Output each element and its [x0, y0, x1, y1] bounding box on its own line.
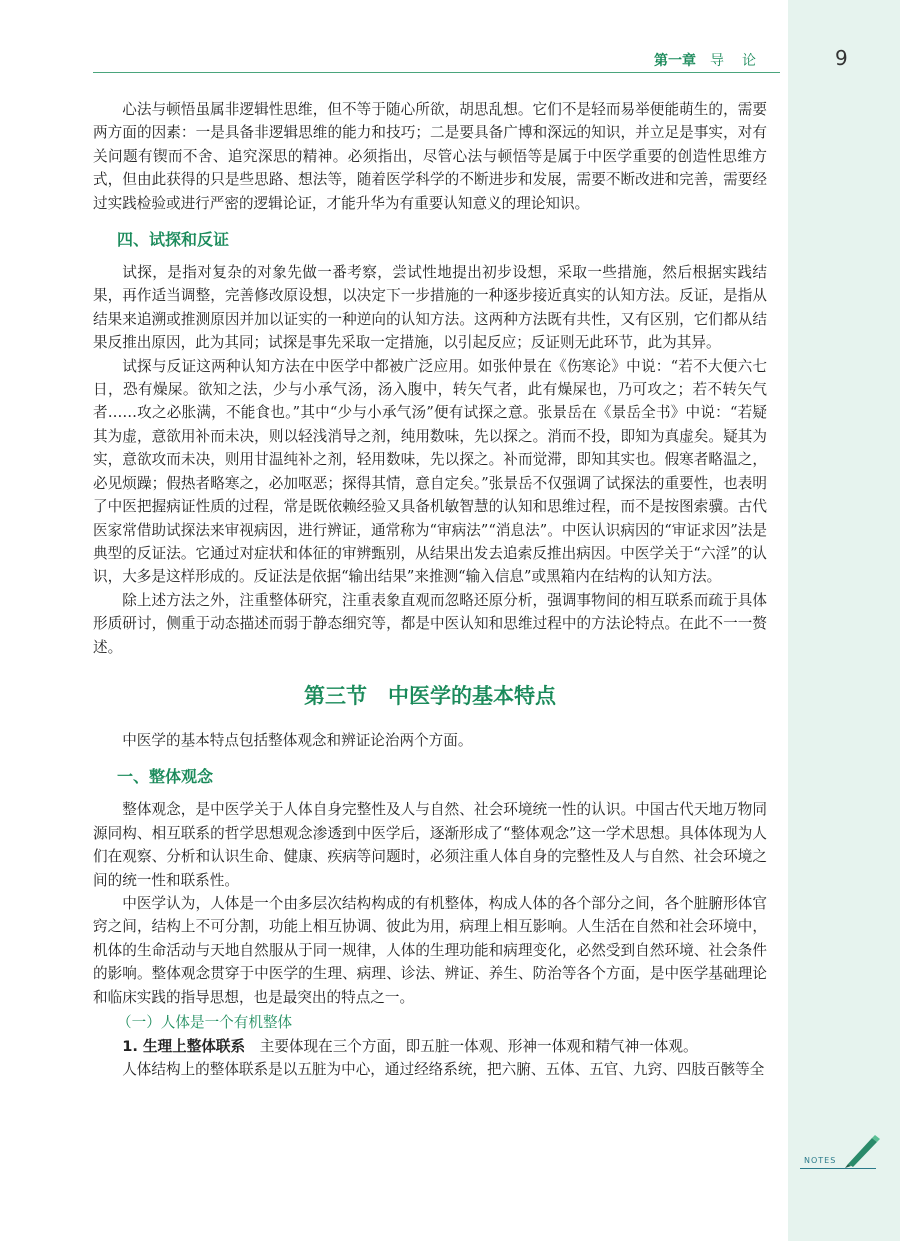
paragraph-with-label: [93, 1035, 767, 1058]
page-number: 9: [835, 46, 848, 70]
notes-label: NOTES: [804, 1156, 837, 1165]
paragraph: 整体观念，是中医学关于人体自身完整性及人与自然、社会环境统一性的认识。中国古代天地万物同源同构、相互联系的哲学思想观念渗透到中医学后，逐渐形成了“整体观念”这一学术思想。具体体现为人们在观察、分析和认识生命、健康、疾病等问题时，必须注重人体自身的完整性及人与自然、社会环境之间的统一性和联系性。: [93, 801, 767, 889]
side-margin-strip: [788, 0, 900, 1241]
header-chapter: 第一章: [654, 53, 696, 69]
item-text: 主要体现在三个方面，即五脏一体观、形神一体观和精气神一体观。: [259, 1038, 698, 1055]
subsection-organic-whole: （一）人体是一个有机整体: [117, 1014, 293, 1031]
paragraph: 人体结构上的整体联系是以五脏为中心，通过经络系统，把六腑、五体、五官、九窍、四肢百骸等全: [122, 1061, 765, 1079]
paragraph: 中医学的基本特点包括整体观念和辨证论治两个方面。: [122, 731, 473, 749]
notes-area: [800, 1132, 880, 1172]
paragraph: 试探，是指对复杂的对象先做一番考察，尝试性地提出初步设想，采取一些措施，然后根据实践结果，再作适当调整，完善修改原设想，以决定下一步措施的一种逐步接近真实的认知方法。反证，是指从结果来追溯或推测原因并加以证实的一种逆向的认知方法。这两种方法既有共性，又有区别，它们都从结果反推出原因，此为其同；试探是事先采取一定措施，以引起反应；反证则无此环节，此为其异。: [93, 264, 767, 352]
section-title: 第三节 中医学的基本特点: [304, 683, 556, 708]
subheading-holism: 一、整体观念: [117, 767, 214, 787]
header-title: 导论: [710, 53, 774, 69]
notes-rule: [800, 1168, 876, 1169]
paragraph: 中医学认为，人体是一个由多层次结构构成的有机整体，构成人体的各个部分之间，各个脏腑形体官窍之间，结构上不可分割，功能上相互协调、彼此为用，病理上相互影响。人生活在自然和社会环境中，机体的生命活动与天地自然服从于同一规律，人体的生理功能和病理变化，必然受到自然环境、社会条件的影响。整体观念贯穿于中医学的生理、病理、诊法、辨证、养生、防治等各个方面，是中医学基础理论和临床实践的指导思想，也是最突出的特点之一。: [93, 894, 767, 1006]
paragraph: 除上述方法之外，注重整体研究，注重表象直观而忽略还原分析，强调事物间的相互联系而疏于具体形质研讨，侧重于动态描述而弱于静态细究等，都是中医认知和思维过程中的方法论特点。在此不一一赘述。: [93, 591, 767, 656]
item-label: 1. 生理上整体联系: [122, 1038, 246, 1055]
subheading-trial-and-disproof: 四、试探和反证: [117, 230, 230, 250]
pen-icon: [842, 1132, 882, 1168]
header-rule: [93, 72, 780, 73]
paragraph: 心法与顿悟虽属非逻辑性思维，但不等于随心所欲，胡思乱想。它们不是轻而易举便能萌生的，需要两方面的因素：一是具备非逻辑思维的能力和技巧；二是要具备广博和深远的知识，并立足是事实，对有关问题有锲而不舍、追究深思的精神。必须指出，尽管心法与顿悟等是属于中医学重要的创造性思维方式，但由此获得的只是些思路、想法等，随着医学科学的不断进步和发展，需要不断改进和完善，需要经过实践检验或进行严密的逻辑论证，才能升华为有重要认知意义的理论知识。: [93, 101, 767, 212]
paragraph: 试探与反证这两种认知方法在中医学中都被广泛应用。如张仲景在《伤寒论》中说：“若不大便六七日，恐有燥屎。欲知之法，少与小承气汤，汤入腹中，转矢气者，此有燥屎也，乃可攻之；若不转矢气者……攻之必胀满，不能食也。”其中“少与小承气汤”便有试探之意。张景岳在《景岳全书》中说：“若疑其为虚，意欲用补而未决，则以轻浅消导之剂，纯用数味，先以探之。消而不投，即知为真虚矣。疑其为实，意欲攻而未决，则用甘温纯补之剂，轻用数味，先以探之。补而觉滞，即知其实也。假寒者略温之，必见烦躁；假热者略寒之，必加呕恶；探得其情，意自定矣。”张景岳不仅强调了试探法的重要性，也表明了中医把握病证性质的过程，常是既依赖经验又具备机敏智慧的认知和思维过程，而不是按图索骥。古代医家常借助试探法来审视病因，进行辨证，通常称为“审病法”“消息法”。中医认识病因的“审证求因”法是典型的反证法。它通过对症状和体征的审辨甄别，从结果出发去追索反推出病因。中医学关于“六淫”的认识，大多是这样形成的。反证法是依据“输出结果”来推测“输入信息”或黑箱内在结构的认知方法。: [93, 357, 767, 586]
page-body: [93, 98, 767, 1082]
